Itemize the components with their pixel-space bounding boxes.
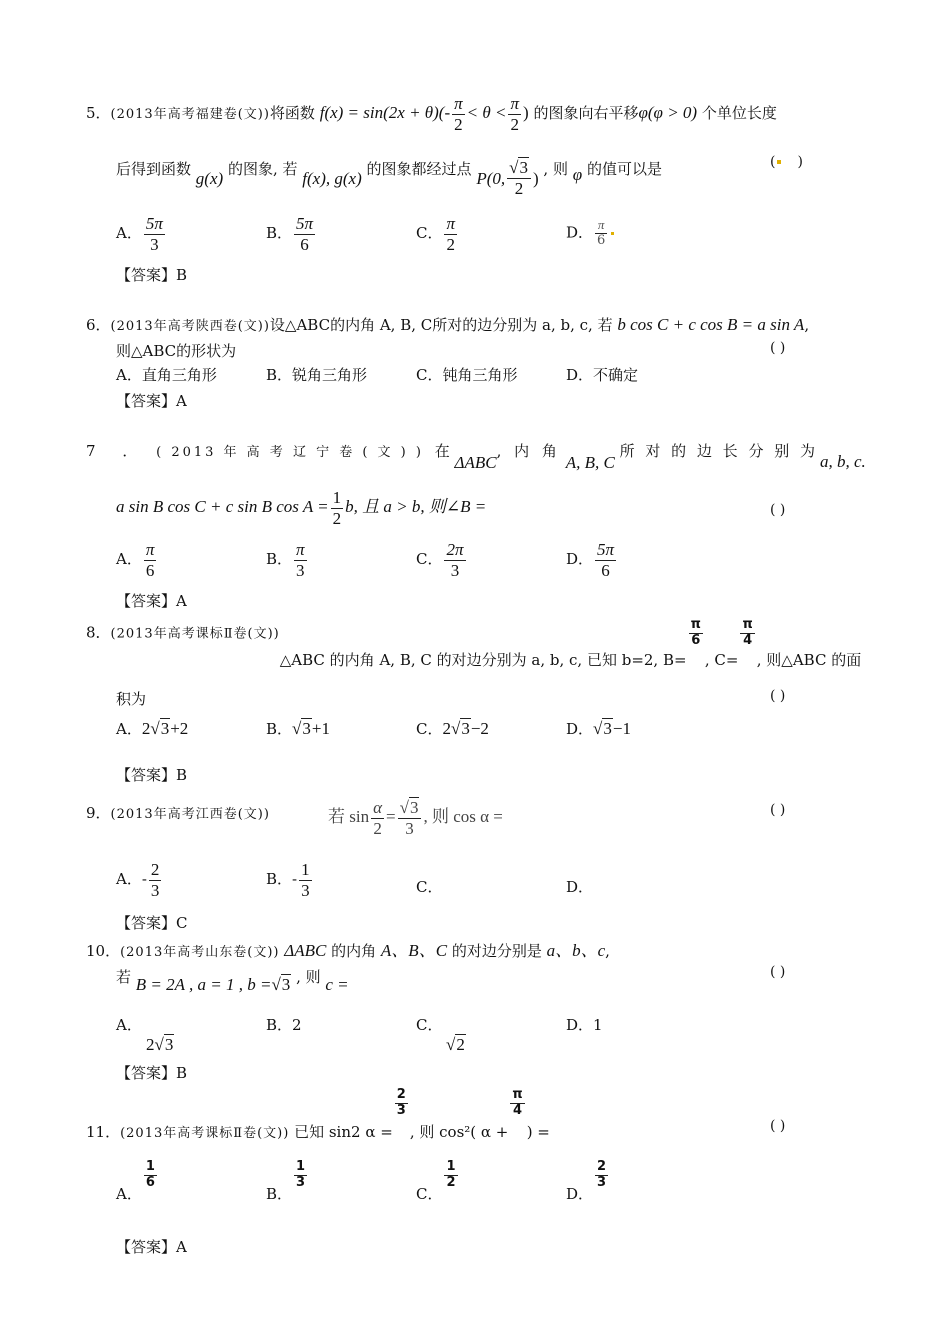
q8-answer: 【答案】B	[116, 766, 188, 784]
q7-triangle: ΔABC	[454, 453, 497, 472]
q6-answer-paren: ( )	[770, 340, 786, 356]
q11-option-b: B． $\frac{1}{3}$	[266, 1159, 306, 1204]
q6-option-b: B．锐角三角形	[266, 366, 368, 384]
q7-abc-sides: a, b, c.	[820, 452, 866, 471]
q8-option-d: D．√3−1	[566, 719, 631, 738]
q9-option-d: D．	[566, 878, 594, 896]
q11-option-d: D． $\frac{2}{3}$	[566, 1159, 607, 1204]
q8-option-b: B．√3+1	[266, 719, 330, 738]
q5-gx: g(x)	[195, 169, 224, 189]
q7-option-b: B． $\frac{\pi}{3}$	[266, 540, 305, 580]
q8-line1: 8．(2013年高考课标Ⅱ卷(文))△ABC 的内角 A, B, C 的对边分别为 a, b, c, 已知 b=2, B= $\frac{\pi}{6}$ , C= $\frac{\pi}{4}$ , 则△ABC 的面	[86, 617, 862, 670]
q11-answer-paren: ( )	[770, 1118, 786, 1134]
q5-option-d: D． $\frac{\pi}{6}$	[566, 218, 616, 249]
q5-answer-paren: ( )	[770, 154, 803, 170]
q9-option-a: A．- $\frac{2}{3}$	[116, 860, 160, 900]
q8-angle-c: $\frac{\pi}{4}$	[742, 617, 753, 648]
q11-option-a: A． $\frac{1}{6}$	[116, 1159, 155, 1204]
q7-option-d: D． $\frac{5\pi}{6}$	[566, 540, 615, 580]
q5-text3: 个单位长度	[701, 104, 777, 123]
q5-number: 5．	[86, 104, 111, 123]
q7-line1: 7 ． ( 2013 年 高 考 辽 宁 卷 ( 文 ) ) 在 ΔABC, 内 角 A, B, C 所 对 的 边 长 分 别 为	[86, 442, 818, 472]
q7-option-a: A． $\frac{\pi}{6}$	[116, 540, 155, 580]
q6-option-a: A．直角三角形	[116, 366, 217, 384]
q9-option-b: B．- $\frac{1}{3}$	[266, 860, 310, 900]
q6-line1: 6．(2013年高考陕西卷(文))设△ABC的内角 A, B, C所对的边分别为 a, b, c, 若 b cos C + c cos B = a sin A,	[86, 315, 810, 334]
q5-text2: 的图象向右平移	[533, 104, 639, 123]
q5-phi: φ	[572, 165, 583, 185]
q8-line2: 积为	[116, 690, 147, 708]
q6-option-d: D．不确定	[566, 366, 639, 384]
q5-line2: 后得到函数 g(x) 的图象, 若 f(x), g(x) 的图象都经过点 P(0, $\frac{√3}{2}$ ) , 则 φ 的值可以是	[116, 158, 662, 198]
q5-text1: 将函数	[269, 104, 315, 123]
q5-fg: f(x), g(x)	[302, 169, 362, 189]
q7-option-c: C． $\frac{2\pi}{3}$	[416, 540, 464, 580]
q5-source: (2013年高考福建卷(文))	[110, 107, 270, 123]
q5-option-b: B． $\frac{5\pi}{6}$	[266, 214, 314, 254]
q5-inequality: < θ <	[466, 103, 507, 123]
q10-option-d: D．1	[566, 1016, 603, 1034]
q10-option-a: A． 2√3	[116, 1016, 174, 1054]
q11-frac-pi-4: $\frac{\pi}{4}$	[512, 1087, 523, 1118]
q8-option-c: C．2√3−2	[416, 719, 489, 738]
q5-frac-left: $\frac{\pi}{2}$	[454, 94, 463, 134]
q5-point-P: P(0,	[476, 169, 506, 189]
q5-option-c: C． $\frac{\pi}{2}$	[416, 214, 456, 254]
q10-line1: 10．(2013年高考山东卷(文)) ΔABC 的内角 A、B、C 的对边分别是 a、b、c,	[86, 941, 610, 960]
q11-answer: 【答案】A	[116, 1238, 187, 1256]
q6-option-c: C．钝角三角形	[416, 366, 518, 384]
q7-answer: 【答案】A	[116, 592, 187, 610]
q6-answer: 【答案】A	[116, 392, 187, 410]
q5-frac-right: $\frac{\pi}{2}$	[510, 94, 519, 134]
q10-line2: 若 B = 2A , a = 1 , b =√3 , 则 c =	[116, 968, 349, 994]
q10-answer-paren: ( )	[770, 964, 786, 980]
q9-line1: 9．(2013年高考江西卷(文))	[86, 804, 270, 822]
q10-option-c: C． √2	[416, 1016, 465, 1054]
q8-option-a: A．2√3+2	[116, 719, 189, 738]
q5-f-expr: f(x) = sin(2x + θ)(-	[319, 103, 451, 123]
q10-answer: 【答案】B	[116, 1064, 188, 1082]
q5-sqrt3-over-2: $\frac{√3}{2}$	[507, 158, 531, 198]
q11-option-c: C． $\frac{1}{2}$	[416, 1159, 456, 1204]
q6-expr: b cos C + c cos B = a sin A	[617, 315, 805, 334]
q9-option-c: C．	[416, 878, 443, 896]
q6-line2: 则△ABC的形状为	[116, 342, 237, 360]
q11-frac-2-3: $\frac{2}{3}$	[396, 1087, 406, 1118]
q9-answer-paren: ( )	[770, 802, 786, 818]
q8-angle-b: $\frac{\pi}{6}$	[690, 617, 701, 648]
q5-line1: 5．(2013年高考福建卷(文))将函数 f(x) = sin(2x + θ)(- $\frac{\pi}{2}$ < θ < $\frac{\pi}{2}$ ) 的图象向右平移φ(φ > 0) 个单位长度	[86, 94, 777, 134]
q5-phi-expr: φ(φ > 0)	[638, 103, 698, 123]
q11-line1: 11．(2013年高考课标Ⅱ卷(文)) 已知 sin2 α = $\frac{2}{3}$ , 则 cos²( α + $\frac{\pi}{4}$ ) =	[86, 1087, 550, 1142]
q5-answer: 【答案】B	[116, 266, 188, 284]
q9-answer: 【答案】C	[116, 914, 188, 932]
q5-option-a: A． $\frac{5\pi}{3}$	[116, 214, 163, 254]
q10-option-b: B．2	[266, 1016, 302, 1034]
q8-answer-paren: ( )	[770, 688, 786, 704]
q7-answer-paren: ( )	[770, 502, 786, 518]
q9-equation: 若 sin $\frac{\alpha}{2}$ = $\frac{√3}{3}$ , 则 cos α =	[328, 798, 503, 838]
q7-equation: a sin B cos C + c sin B cos A = $\frac{1}{2}$ b, 且 a > b, 则∠B =	[116, 488, 487, 528]
